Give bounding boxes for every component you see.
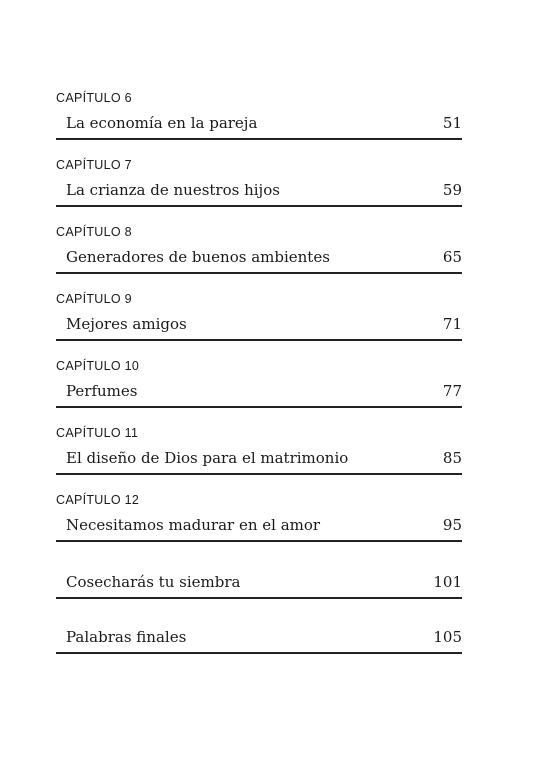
toc-page-number: 101 bbox=[433, 573, 462, 591]
toc-entry-chapter-10[interactable] bbox=[56, 356, 462, 408]
chapter-label: CAPÍTULO 12 bbox=[56, 493, 140, 507]
toc-page-number: 51 bbox=[442, 114, 462, 132]
chapter-label: CAPÍTULO 8 bbox=[56, 225, 132, 239]
toc-page-number: 65 bbox=[442, 248, 462, 266]
toc-row[interactable] bbox=[56, 309, 462, 341]
toc-title: El diseño de Dios para el matrimonio bbox=[66, 449, 349, 467]
chapter-label: CAPÍTULO 11 bbox=[56, 426, 139, 440]
toc-page-number: 71 bbox=[442, 315, 462, 333]
toc-title: Generadores de buenos ambientes bbox=[66, 248, 330, 266]
toc-row[interactable] bbox=[56, 557, 462, 599]
toc-row[interactable] bbox=[56, 443, 462, 475]
toc-row[interactable] bbox=[56, 376, 462, 408]
toc-row[interactable] bbox=[56, 612, 462, 654]
toc-title: Necesitamos madurar en el amor bbox=[66, 516, 321, 534]
chapter-label: CAPÍTULO 10 bbox=[56, 359, 140, 373]
toc-row[interactable] bbox=[56, 108, 462, 140]
toc-title: Mejores amigos bbox=[66, 315, 187, 333]
toc-entry-chapter-8[interactable] bbox=[56, 222, 462, 274]
toc-row[interactable] bbox=[56, 510, 462, 542]
toc-entry-chapter-11[interactable] bbox=[56, 423, 462, 475]
toc-page-number: 95 bbox=[442, 516, 462, 534]
toc-title: Palabras finales bbox=[66, 628, 187, 646]
toc-title: Cosecharás tu siembra bbox=[66, 573, 241, 591]
toc-page-number: 77 bbox=[442, 382, 462, 400]
toc-entry-chapter-9[interactable] bbox=[56, 289, 462, 341]
toc-page-number: 105 bbox=[433, 628, 462, 646]
chapter-label: CAPÍTULO 7 bbox=[56, 158, 132, 172]
toc-entry-chapter-12[interactable] bbox=[56, 490, 462, 542]
chapter-label: CAPÍTULO 9 bbox=[56, 292, 132, 306]
toc-row[interactable] bbox=[56, 242, 462, 274]
toc-row[interactable] bbox=[56, 175, 462, 207]
toc-page-number: 85 bbox=[442, 449, 462, 467]
toc-title: Perfumes bbox=[66, 382, 138, 400]
toc-entry-chapter-6[interactable] bbox=[56, 88, 462, 140]
toc-entry-cosecharas[interactable] bbox=[56, 557, 462, 599]
toc-title: La crianza de nuestros hijos bbox=[66, 181, 280, 199]
toc-page-number: 59 bbox=[442, 181, 462, 199]
chapter-label: CAPÍTULO 6 bbox=[56, 91, 132, 105]
table-of-contents bbox=[56, 88, 462, 667]
toc-entry-palabras-finales[interactable] bbox=[56, 612, 462, 654]
toc-entry-chapter-7[interactable] bbox=[56, 155, 462, 207]
toc-title: La economía en la pareja bbox=[66, 114, 258, 132]
